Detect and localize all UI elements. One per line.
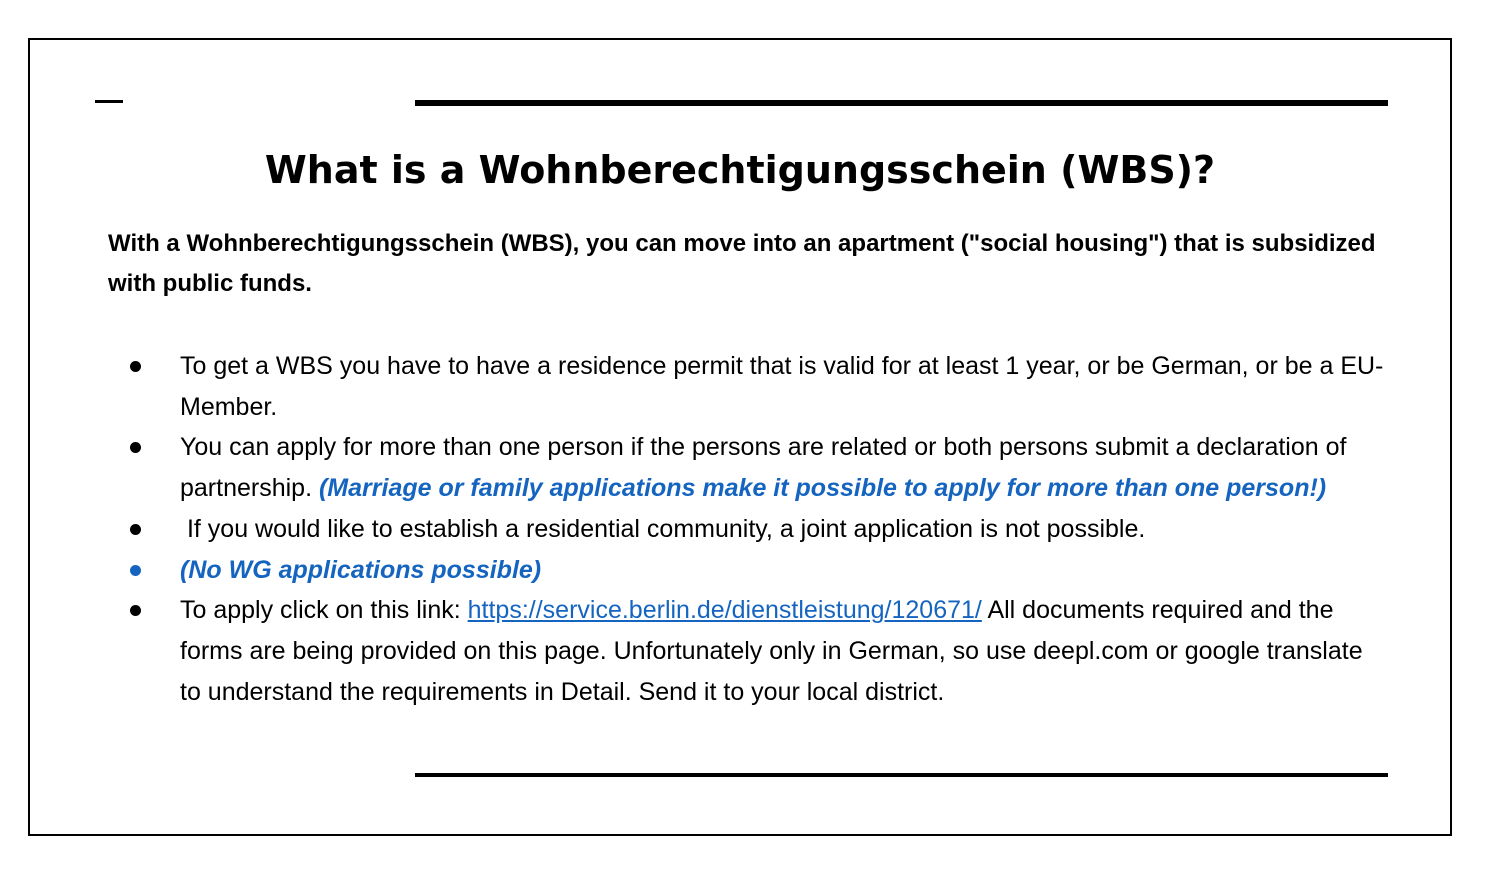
bullet-dot-icon xyxy=(130,565,141,576)
list-item-emphasis: (No WG applications possible) xyxy=(180,555,542,584)
slide-title: What is a Wohnberechtigungsschein (WBS)? xyxy=(264,148,1216,192)
list-item-text: If you would like to establish a residential community, a joint application is not possible. xyxy=(180,514,1146,543)
bottom-divider-rule xyxy=(415,773,1388,777)
intro-paragraph: With a Wohnberechtigungsschein (WBS), you can move into an apartment ("social housing") that is subsidized with public funds. xyxy=(108,230,1376,297)
bullet-dot-icon xyxy=(130,361,141,372)
list-item xyxy=(180,509,1385,550)
list-item xyxy=(180,427,1385,508)
bullet-dot-icon xyxy=(130,524,141,535)
list-item-text: All documents required and the forms are being provided on this page. Unfortunately only in German, so use deepl.com or google translate to understand the requirements in Detail. Send it to your local district. xyxy=(180,596,1363,706)
decorative-dash xyxy=(95,100,123,103)
list-item-emphasis: (Marriage or family applications make it possible to apply for more than one person!) xyxy=(318,474,1327,503)
list-item-text: To get a WBS you have to have a residence permit that is valid for at least 1 year, or be German, or be a EU-Member. xyxy=(180,352,1384,421)
list-item-text: You can apply for more than one person if the persons are related or both persons submit a declaration of partnership. xyxy=(180,433,1347,503)
requirements-list xyxy=(180,346,1385,712)
list-item xyxy=(180,346,1385,427)
list-item-text: To apply click on this link: xyxy=(180,596,461,625)
list-item xyxy=(180,590,1385,712)
top-divider-rule xyxy=(415,100,1388,106)
application-link[interactable]: https://service.berlin.de/dienstleistung/120671/ xyxy=(467,596,982,625)
list-item xyxy=(180,550,1385,591)
